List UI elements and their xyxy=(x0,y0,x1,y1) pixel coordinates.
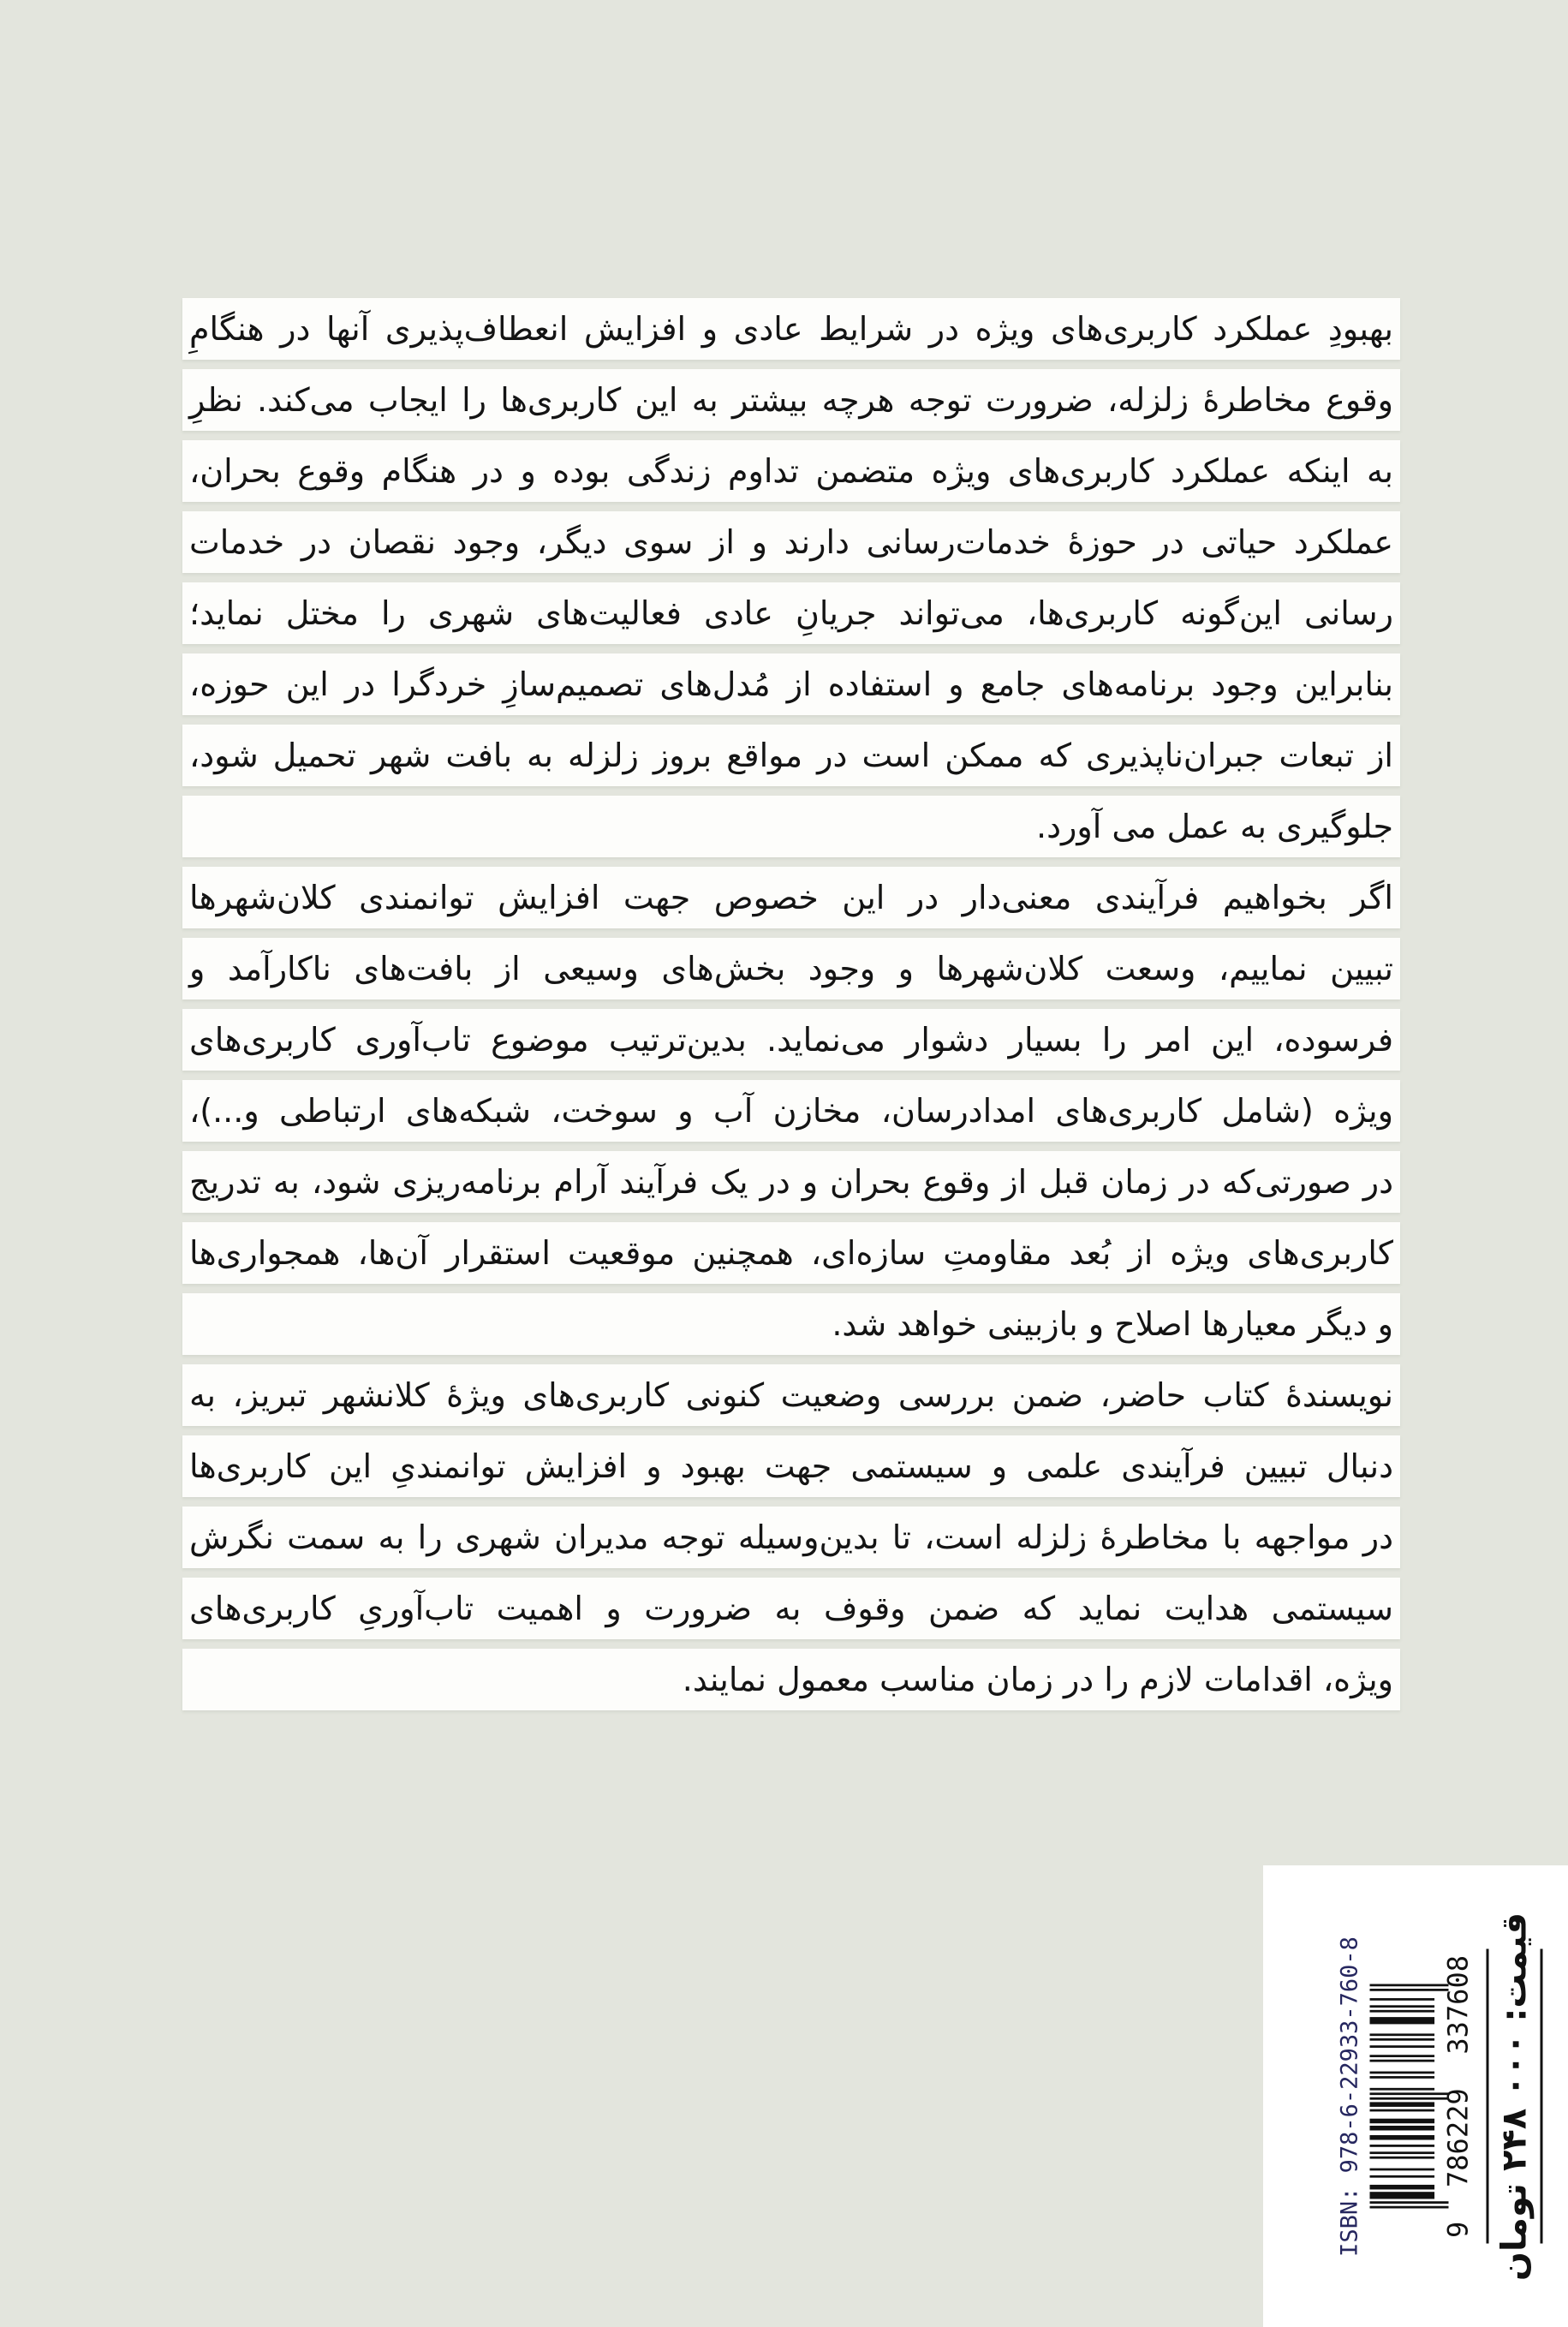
barcode-digit-group1: 786229 xyxy=(1441,2087,1474,2187)
text-line: رسانی این‌گونه کاربری‌ها، می‌تواند جریانِ عادی فعالیت‌های شهری را مختل نماید؛ xyxy=(182,582,1400,644)
isbn-price-box xyxy=(1263,1865,1568,2327)
text-line: سیستمی هدایت نماید که ضمن وقوف به ضرورت و اهمیت تاب‌آوریِ کاربری‌های xyxy=(182,1578,1400,1639)
text-line: بنابراین وجود برنامه‌های جامع و استفاده از مُدل‌های تصمیم‌سازِ خردگرا در این حوزه، xyxy=(182,653,1400,715)
text-line: وقوع مخاطرهٔ زلزله، ضرورت توجه هرچه بیشتر به این کاربری‌ها را ایجاب می‌کند. نظرِ xyxy=(182,369,1400,431)
text-line: اگر بخواهیم فرآیندی معنی‌دار در این خصوص جهت افزایش توانمندی کلان‌شهرها xyxy=(182,867,1400,928)
barcode-digit-group2: 337608 xyxy=(1441,1954,1474,2055)
text-line-paragraph-end: ویژه، اقدامات لازم را در زمان مناسب معمول نمایند. xyxy=(182,1649,1400,1710)
isbn-price-rotated-content xyxy=(1263,1865,1568,2327)
isbn-label: ISBN: 978-6-22933-760-8 xyxy=(1336,1936,1362,2257)
price-label: قیمت: xyxy=(1494,1912,1534,2022)
price-currency: تومان xyxy=(1494,2182,1534,2281)
text-line: در مواجهه با مخاطرهٔ زلزله است، تا بدین‌وسیله توجه مدیران شهری را به سمت نگرش xyxy=(182,1507,1400,1568)
price-row xyxy=(1486,1912,1542,2281)
text-line: دنبال تبیین فرآیندی علمی و سیستمی جهت بهبود و افزایش توانمندیِ این کاربری‌ها xyxy=(182,1435,1400,1497)
text-line: کاربری‌های ویژه از بُعد مقاومتِ سازه‌ای، همچنین موقعیت استقرار آن‌ها، همجواری‌ها xyxy=(182,1222,1400,1284)
text-line-paragraph-end: و دیگر معیارها اصلاح و بازبینی خواهد شد. xyxy=(182,1293,1400,1355)
text-line: نویسندهٔ کتاب حاضر، ضمن بررسی وضعیت کنونی کاربری‌های ویژهٔ کلانشهر تبریز، به xyxy=(182,1364,1400,1426)
text-line: تبیین نماییم، وسعت کلان‌شهرها و وجود بخش‌های وسیعی از بافت‌های ناکارآمد و xyxy=(182,938,1400,999)
text-line-paragraph-end: جلوگیری به عمل می آورد. xyxy=(182,796,1400,857)
text-line: در صورتی‌که در زمان قبل از وقوع بحران و در یک فرآیند آرام برنامه‌ریزی شود، به تدریج xyxy=(182,1151,1400,1213)
text-line: ویژه (شامل کاربری‌های امدادرسان، مخازن آب و سوخت، شبکه‌های ارتباطی و...)، xyxy=(182,1080,1400,1142)
text-line: فرسوده، این امر را بسیار دشوار می‌نماید. بدین‌ترتیب موضوع تاب‌آوری کاربری‌های xyxy=(182,1009,1400,1071)
ean13-barcode xyxy=(1369,1984,1448,2209)
barcode-digits xyxy=(1443,1955,1472,2238)
text-line: عملکرد حیاتی در حوزهٔ خدمات‌رسانی دارند و از سوی دیگر، وجود نقصان در خدمات xyxy=(182,511,1400,573)
price-amount: ۲۴۸ ۰۰۰ xyxy=(1494,2033,1534,2171)
text-line: از تبعات جبران‌ناپذیری که ممکن است در مواقع بروز زلزله به بافت شهر تحمیل شود، xyxy=(182,725,1400,786)
barcode-digit-first: 9 xyxy=(1441,2221,1474,2238)
text-line: به اینکه عملکرد کاربری‌های ویژه متضمن تداوم زندگی بوده و در هنگام وقوع بحران، xyxy=(182,440,1400,502)
text-line: بهبودِ عملکرد کاربری‌های ویژه در شرایط عادی و افزایش انعطاف‌پذیری آنها در هنگامِ xyxy=(182,298,1400,360)
back-cover-text xyxy=(182,298,1400,1720)
